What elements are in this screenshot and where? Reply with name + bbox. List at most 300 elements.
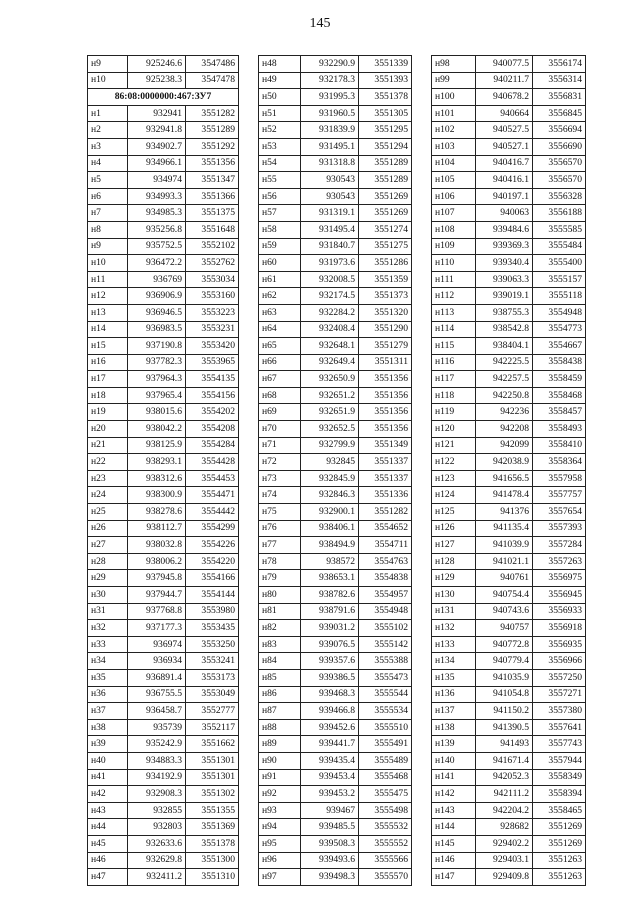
coordinate-x: 941671.4 [476, 752, 533, 769]
coordinate-y: 3551263 [533, 869, 586, 886]
coordinate-x: 932908.3 [128, 786, 186, 803]
coordinate-y: 3551375 [186, 205, 239, 222]
point-id: н113 [432, 304, 476, 321]
table-row [432, 669, 586, 686]
table-row [259, 354, 412, 371]
coordinate-y: 3554948 [533, 304, 586, 321]
coordinate-y: 3554442 [186, 504, 239, 521]
coordinate-y: 3554471 [186, 487, 239, 504]
point-id: н10 [88, 72, 128, 89]
coordinate-x: 932008.5 [301, 271, 359, 288]
table-row [432, 487, 586, 504]
coordinate-y: 3555142 [359, 636, 412, 653]
coordinate-y: 3556933 [533, 603, 586, 620]
coordinate-x: 932651.9 [301, 404, 359, 421]
table-row [259, 387, 412, 404]
coordinate-x: 931839.9 [301, 122, 359, 139]
table-row [259, 686, 412, 703]
table-row [88, 470, 239, 487]
point-id: н101 [432, 105, 476, 122]
table-row [432, 304, 586, 321]
coordinate-y: 3558457 [533, 404, 586, 421]
coordinate-x: 939485.5 [301, 819, 359, 836]
coordinate-x: 938015.6 [128, 404, 186, 421]
coordinate-x: 932941.8 [128, 122, 186, 139]
coordinate-x: 932799.9 [301, 437, 359, 454]
table-row [432, 835, 586, 852]
point-id: н72 [259, 454, 301, 471]
point-id: н95 [259, 835, 301, 852]
point-id: н79 [259, 570, 301, 587]
coordinate-x: 941135.4 [476, 520, 533, 537]
coordinate-y: 3551289 [186, 122, 239, 139]
coordinate-x: 937945.8 [128, 570, 186, 587]
coordinate-y: 3557654 [533, 504, 586, 521]
point-id: н68 [259, 387, 301, 404]
coordinate-y: 3554202 [186, 404, 239, 421]
point-id: н140 [432, 752, 476, 769]
point-id: н25 [88, 504, 128, 521]
table-row [432, 470, 586, 487]
point-id: н32 [88, 620, 128, 637]
table-row [432, 553, 586, 570]
coordinate-x: 936974 [128, 636, 186, 653]
table-row [88, 304, 239, 321]
coordinate-x: 936458.7 [128, 703, 186, 720]
table-row [432, 122, 586, 139]
coordinate-y: 3551289 [359, 172, 412, 189]
coordinates-table-right [431, 55, 586, 886]
coordinate-x: 939369.3 [476, 238, 533, 255]
coordinate-y: 3555570 [359, 869, 412, 886]
coordinate-y: 3551295 [359, 122, 412, 139]
coordinate-x: 940527.1 [476, 138, 533, 155]
coordinate-y: 3554667 [533, 338, 586, 355]
point-id: н57 [259, 205, 301, 222]
table-row [88, 587, 239, 604]
table-row [432, 437, 586, 454]
coordinate-x: 929409.8 [476, 869, 533, 886]
coordinate-x: 941039.9 [476, 537, 533, 554]
coordinate-y: 3551366 [186, 188, 239, 205]
table-row [88, 155, 239, 172]
coordinate-y: 3557944 [533, 752, 586, 769]
point-id: н77 [259, 537, 301, 554]
coordinate-y: 3551320 [359, 304, 412, 321]
coordinate-y: 3554948 [359, 603, 412, 620]
coordinate-y: 3553980 [186, 603, 239, 620]
point-id: н91 [259, 769, 301, 786]
table-row [88, 669, 239, 686]
coordinate-x: 942208 [476, 421, 533, 438]
point-id: н13 [88, 304, 128, 321]
point-id: н71 [259, 437, 301, 454]
coordinate-y: 3554763 [359, 553, 412, 570]
coordinate-y: 3551302 [186, 786, 239, 803]
coordinate-x: 932652.5 [301, 421, 359, 438]
table-row [88, 371, 239, 388]
point-id: н103 [432, 138, 476, 155]
table-row [259, 56, 412, 73]
coordinate-x: 940757 [476, 620, 533, 637]
coordinate-x: 942099 [476, 437, 533, 454]
coordinate-y: 3558394 [533, 786, 586, 803]
coordinate-x: 938300.9 [128, 487, 186, 504]
table-row [432, 869, 586, 886]
table-row [88, 802, 239, 819]
coordinate-y: 3551301 [186, 769, 239, 786]
table-row [88, 819, 239, 836]
coordinate-y: 3557641 [533, 719, 586, 736]
coordinate-y: 3558468 [533, 387, 586, 404]
coordinate-y: 3555102 [359, 620, 412, 637]
coordinate-x: 939468.3 [301, 686, 359, 703]
point-id: н89 [259, 736, 301, 753]
coordinate-y: 3555552 [359, 835, 412, 852]
coordinate-y: 3551356 [359, 404, 412, 421]
point-id: н27 [88, 537, 128, 554]
point-id: н136 [432, 686, 476, 703]
table-row [432, 636, 586, 653]
table-row [432, 603, 586, 620]
coordinate-x: 931995.3 [301, 89, 359, 106]
table-row [259, 786, 412, 803]
coordinate-y: 3551290 [359, 321, 412, 338]
point-id: н78 [259, 553, 301, 570]
table-row [88, 769, 239, 786]
coordinate-y: 3551648 [186, 221, 239, 238]
coordinate-y: 3555157 [533, 271, 586, 288]
table-row [259, 454, 412, 471]
point-id: н31 [88, 603, 128, 620]
coordinate-x: 938312.6 [128, 470, 186, 487]
table-row [432, 570, 586, 587]
coordinate-y: 3557958 [533, 470, 586, 487]
point-id: н110 [432, 255, 476, 272]
coordinate-y: 3554957 [359, 587, 412, 604]
table-row [259, 703, 412, 720]
coordinate-x: 938112.7 [128, 520, 186, 537]
table-row [259, 255, 412, 272]
table-row [432, 172, 586, 189]
table-row [432, 587, 586, 604]
coordinate-y: 3555484 [533, 238, 586, 255]
point-id: н66 [259, 354, 301, 371]
point-id: н47 [88, 869, 128, 886]
point-id: н74 [259, 487, 301, 504]
point-id: н75 [259, 504, 301, 521]
table-row [432, 802, 586, 819]
coordinate-y: 3551305 [359, 105, 412, 122]
coordinate-y: 3554428 [186, 454, 239, 471]
table-row [259, 520, 412, 537]
point-id: н141 [432, 769, 476, 786]
table-row [432, 719, 586, 736]
point-id: н51 [259, 105, 301, 122]
point-id: н14 [88, 321, 128, 338]
coordinate-y: 3553965 [186, 354, 239, 371]
point-id: н124 [432, 487, 476, 504]
point-id: н10 [88, 255, 128, 272]
point-id: н36 [88, 686, 128, 703]
coordinate-x: 942250.8 [476, 387, 533, 404]
coordinate-y: 3556188 [533, 205, 586, 222]
coordinate-y: 3551311 [359, 354, 412, 371]
table-row [88, 520, 239, 537]
table-row [259, 72, 412, 89]
table-row [259, 404, 412, 421]
point-id: н82 [259, 620, 301, 637]
coordinate-y: 3556845 [533, 105, 586, 122]
table-row [88, 387, 239, 404]
coordinate-x: 939386.5 [301, 669, 359, 686]
point-id: н55 [259, 172, 301, 189]
table-row [259, 504, 412, 521]
coordinate-x: 931319.1 [301, 205, 359, 222]
point-id: н128 [432, 553, 476, 570]
coordinate-y: 3558410 [533, 437, 586, 454]
table-row [259, 587, 412, 604]
coordinate-y: 3551301 [186, 752, 239, 769]
coordinate-x: 937965.4 [128, 387, 186, 404]
point-id: н56 [259, 188, 301, 205]
point-id: н120 [432, 421, 476, 438]
point-id: н40 [88, 752, 128, 769]
coordinate-y: 3555491 [359, 736, 412, 753]
table-row [88, 537, 239, 554]
coordinate-y: 3556945 [533, 587, 586, 604]
table-row [432, 138, 586, 155]
coordinate-x: 939493.6 [301, 852, 359, 869]
point-id: н64 [259, 321, 301, 338]
coordinate-x: 935256.8 [128, 221, 186, 238]
coordinate-y: 3551393 [359, 72, 412, 89]
table-row [259, 188, 412, 205]
coordinate-x: 938494.9 [301, 537, 359, 554]
table-row [432, 703, 586, 720]
coordinate-y: 3551369 [186, 819, 239, 836]
table-row [432, 288, 586, 305]
table-row [88, 338, 239, 355]
coordinate-y: 3553049 [186, 686, 239, 703]
coordinate-x: 940754.4 [476, 587, 533, 604]
table-row [88, 504, 239, 521]
coordinate-y: 3551274 [359, 221, 412, 238]
table-row [88, 105, 239, 122]
table-row [259, 669, 412, 686]
point-id: н83 [259, 636, 301, 653]
table-row [259, 122, 412, 139]
coordinate-y: 3555118 [533, 288, 586, 305]
table-row [88, 636, 239, 653]
point-id: н18 [88, 387, 128, 404]
coordinate-y: 3551279 [359, 338, 412, 355]
coordinate-y: 3557284 [533, 537, 586, 554]
coordinate-x: 939508.3 [301, 835, 359, 852]
coordinate-x: 932408.4 [301, 321, 359, 338]
point-id: н30 [88, 587, 128, 604]
coordinate-y: 3556328 [533, 188, 586, 205]
point-id: н86 [259, 686, 301, 703]
point-id: н85 [259, 669, 301, 686]
point-id: н48 [259, 56, 301, 73]
coordinate-x: 939076.5 [301, 636, 359, 653]
coordinate-y: 3552777 [186, 703, 239, 720]
point-id: н50 [259, 89, 301, 106]
point-id: н58 [259, 221, 301, 238]
coordinate-y: 3551378 [186, 835, 239, 852]
coordinate-y: 3552102 [186, 238, 239, 255]
coordinate-y: 3553231 [186, 321, 239, 338]
coordinate-x: 932845.9 [301, 470, 359, 487]
coordinate-y: 3558438 [533, 354, 586, 371]
coordinate-x: 939063.3 [476, 271, 533, 288]
coordinate-y: 3551355 [186, 802, 239, 819]
point-id: н104 [432, 155, 476, 172]
coordinate-x: 939467 [301, 802, 359, 819]
coordinate-y: 3554156 [186, 387, 239, 404]
coordinate-y: 3555498 [359, 802, 412, 819]
coordinate-x: 940743.6 [476, 603, 533, 620]
coordinate-y: 3558364 [533, 454, 586, 471]
coordinate-x: 938542.8 [476, 321, 533, 338]
coordinate-y: 3558493 [533, 421, 586, 438]
table-row [432, 255, 586, 272]
table-row [88, 719, 239, 736]
point-id: н28 [88, 553, 128, 570]
coordinate-x: 938791.6 [301, 603, 359, 620]
coordinate-y: 3551378 [359, 89, 412, 106]
coordinate-y: 3555510 [359, 719, 412, 736]
table-row [88, 869, 239, 886]
point-id: н73 [259, 470, 301, 487]
coordinate-x: 942225.5 [476, 354, 533, 371]
point-id: н8 [88, 221, 128, 238]
point-id: н35 [88, 669, 128, 686]
coordinate-x: 941376 [476, 504, 533, 521]
point-id: н100 [432, 89, 476, 106]
coordinate-y: 3558459 [533, 371, 586, 388]
coordinate-x: 937177.3 [128, 620, 186, 637]
table-row [88, 321, 239, 338]
table-row [259, 221, 412, 238]
table-row [259, 620, 412, 637]
coordinate-y: 3554773 [533, 321, 586, 338]
point-id: н46 [88, 852, 128, 869]
coordinate-x: 929402.2 [476, 835, 533, 852]
coordinate-y: 3551349 [359, 437, 412, 454]
coordinate-y: 3551347 [186, 172, 239, 189]
point-id: н99 [432, 72, 476, 89]
coordinate-x: 942204.2 [476, 802, 533, 819]
coordinate-x: 932855 [128, 802, 186, 819]
coordinate-x: 936755.5 [128, 686, 186, 703]
table-row [259, 138, 412, 155]
coordinate-y: 3552762 [186, 255, 239, 272]
point-id: н42 [88, 786, 128, 803]
coordinate-y: 3555544 [359, 686, 412, 703]
table-row [432, 620, 586, 637]
point-id: н39 [88, 736, 128, 753]
table-row [88, 122, 239, 139]
table-row [432, 786, 586, 803]
table-row [88, 686, 239, 703]
table-row [259, 172, 412, 189]
coordinate-x: 935752.5 [128, 238, 186, 255]
table-row [432, 454, 586, 471]
point-id: н65 [259, 338, 301, 355]
coordinate-y: 3554166 [186, 570, 239, 587]
table-row [88, 271, 239, 288]
coordinate-x: 941390.5 [476, 719, 533, 736]
table-row [88, 570, 239, 587]
coordinate-x: 936946.5 [128, 304, 186, 321]
table-row [432, 520, 586, 537]
table-row [432, 72, 586, 89]
coordinate-x: 940197.1 [476, 188, 533, 205]
table-row [88, 620, 239, 637]
point-id: н21 [88, 437, 128, 454]
table-row [432, 105, 586, 122]
point-id: н49 [259, 72, 301, 89]
point-id: н109 [432, 238, 476, 255]
coordinate-y: 3553250 [186, 636, 239, 653]
coordinate-y: 3557263 [533, 553, 586, 570]
coordinate-x: 937944.7 [128, 587, 186, 604]
coordinate-x: 934993.3 [128, 188, 186, 205]
coordinate-y: 3551662 [186, 736, 239, 753]
coordinate-y: 3555585 [533, 221, 586, 238]
coordinate-x: 938406.1 [301, 520, 359, 537]
table-row [88, 138, 239, 155]
table-row [88, 205, 239, 222]
coordinate-x: 932290.9 [301, 56, 359, 73]
coordinate-x: 938293.1 [128, 454, 186, 471]
table-row [88, 752, 239, 769]
point-id: н122 [432, 454, 476, 471]
coordinate-x: 925238.3 [128, 72, 186, 89]
coordinate-y: 3551282 [359, 504, 412, 521]
coordinate-x: 932651.2 [301, 387, 359, 404]
point-id: н59 [259, 238, 301, 255]
table-row [88, 835, 239, 852]
point-id: н112 [432, 288, 476, 305]
coordinate-y: 3554135 [186, 371, 239, 388]
point-id: н119 [432, 404, 476, 421]
coordinate-y: 3551294 [359, 138, 412, 155]
coordinate-y: 3553420 [186, 338, 239, 355]
coordinate-y: 3557393 [533, 520, 586, 537]
table-row [88, 852, 239, 869]
coordinate-y: 3556174 [533, 56, 586, 73]
coordinate-y: 3556975 [533, 570, 586, 587]
table-row [259, 155, 412, 172]
point-id: н52 [259, 122, 301, 139]
coordinate-y: 3551337 [359, 454, 412, 471]
coordinate-x: 925246.6 [128, 56, 186, 73]
point-id: н143 [432, 802, 476, 819]
table-row [88, 736, 239, 753]
table-row [432, 387, 586, 404]
coordinate-y: 3551300 [186, 852, 239, 869]
point-id: н76 [259, 520, 301, 537]
table-row [432, 371, 586, 388]
coordinate-y: 3554711 [359, 537, 412, 554]
table-row [432, 188, 586, 205]
table-row [259, 769, 412, 786]
coordinate-x: 932650.9 [301, 371, 359, 388]
coordinate-x: 934192.9 [128, 769, 186, 786]
